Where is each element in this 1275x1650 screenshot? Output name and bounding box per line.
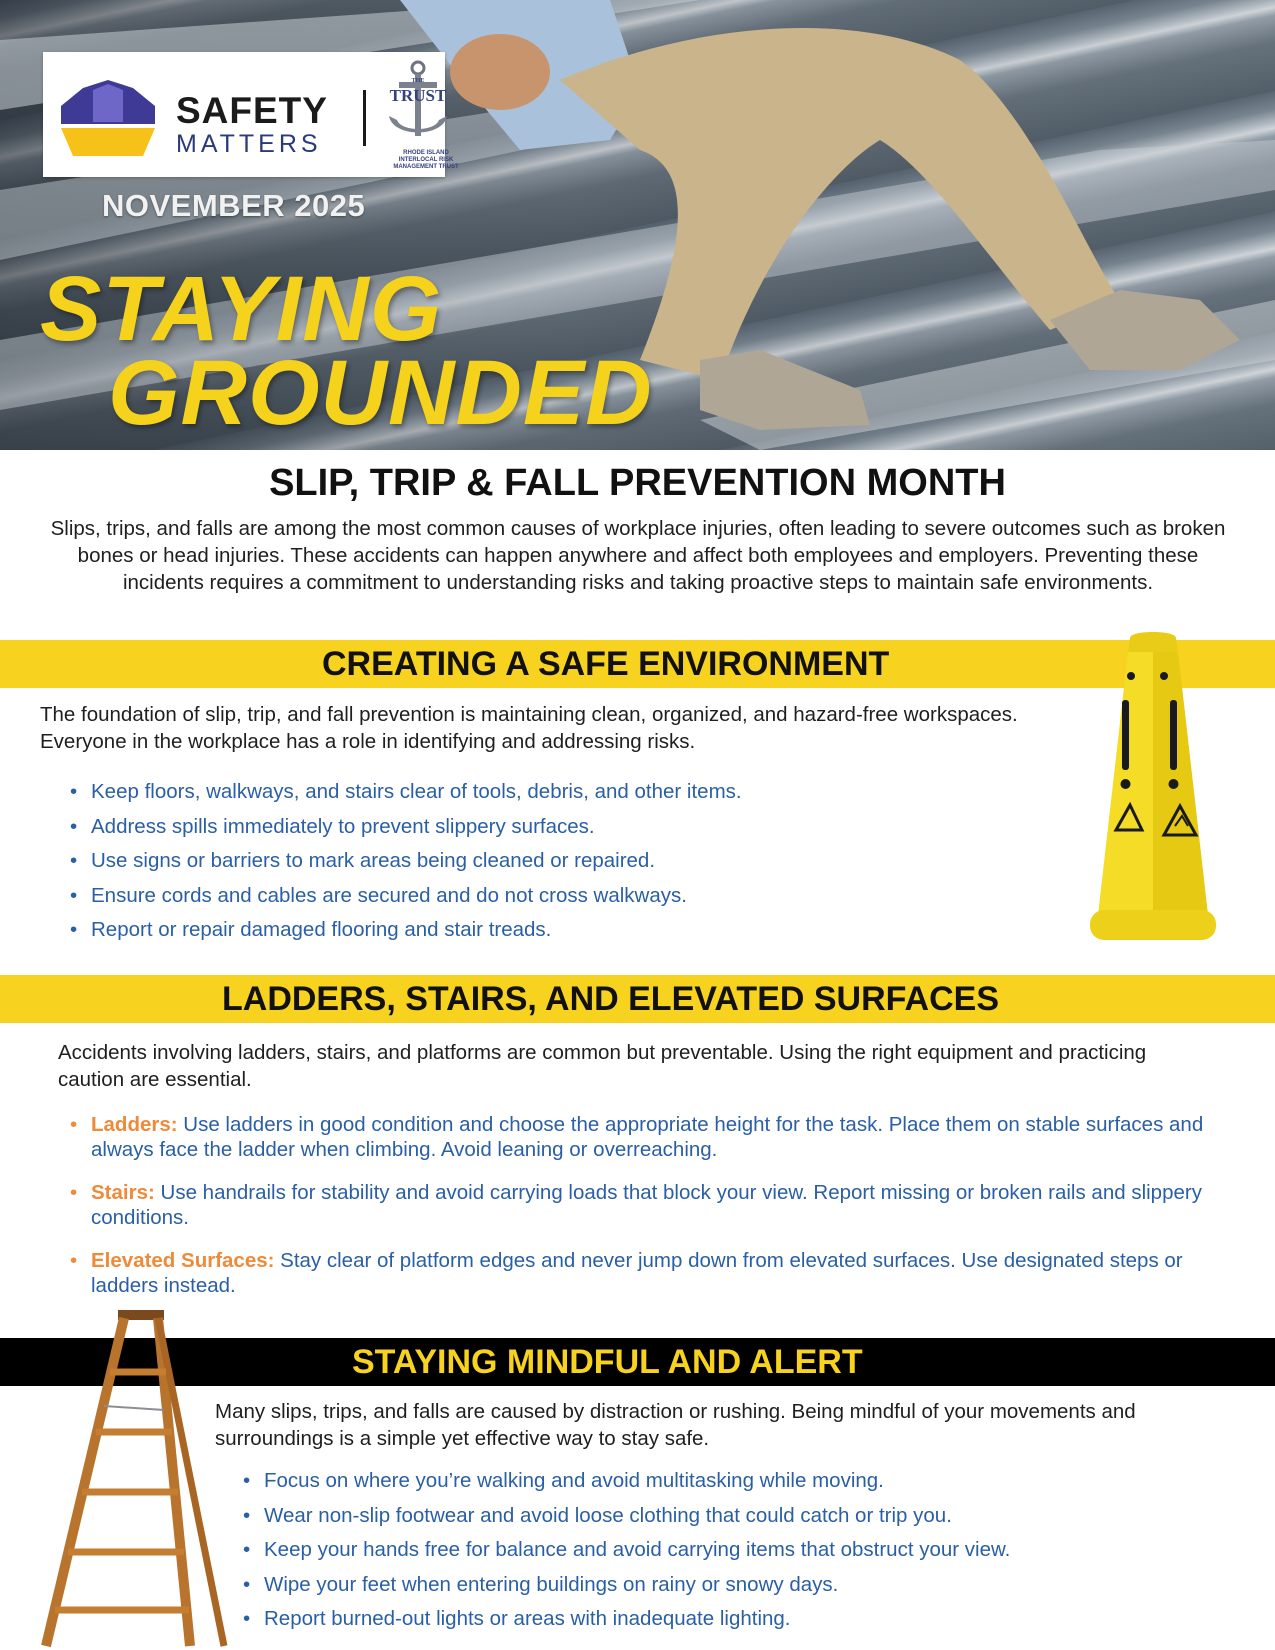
hero-banner xyxy=(0,0,1275,450)
ladders-lead: Ladders: xyxy=(91,1113,178,1136)
stairs-text: Use handrails for stability and avoid carrying loads that block your view. Report missing or broken rails and slippery conditions. xyxy=(91,1181,1202,1229)
ladder-icon xyxy=(40,1310,230,1650)
stairs-item xyxy=(70,1180,1210,1230)
section3-bullet: • Wear non-slip footwear and avoid loose clothing that could catch or trip you. xyxy=(243,1502,1243,1537)
section3-title: STAYING MINDFUL AND ALERT xyxy=(352,1343,863,1381)
section3-bullet: • Report burned-out lights or areas with inadequate lighting. xyxy=(243,1605,1243,1640)
elevated-surfaces-lead: Elevated Surfaces: xyxy=(91,1249,275,1272)
caution-cone-icon xyxy=(1078,630,1228,950)
stairs-lead: Stairs: xyxy=(91,1181,155,1204)
section1-bullets xyxy=(70,778,970,951)
section1-bullet: • Report or repair damaged flooring and stair treads. xyxy=(70,916,970,951)
elevated-surfaces-text: Stay clear of platform edges and never jump down from elevated surfaces. Use designated steps or ladders instead. xyxy=(91,1249,1183,1297)
section3-bullet: • Keep your hands free for balance and avoid carrying items that obstruct your view. xyxy=(243,1536,1243,1571)
ladders-item xyxy=(70,1112,1210,1162)
section1-bullet: • Keep floors, walkways, and stairs clear of tools, debris, and other items. xyxy=(70,778,970,813)
section1-bullet: • Use signs or barriers to mark areas being cleaned or repaired. xyxy=(70,847,970,882)
section2-items xyxy=(70,1112,1210,1316)
hero-title-line1: STAYING xyxy=(40,258,443,360)
logo-matters-text: MATTERS xyxy=(176,130,322,158)
elevated-surfaces-item xyxy=(70,1248,1210,1298)
hero-title-line2: GROUNDED xyxy=(108,342,653,444)
logo-safety-text: SAFETY xyxy=(176,90,328,131)
section3-bullet: • Wipe your feet when entering buildings on rainy or snowy days. xyxy=(243,1571,1243,1606)
issue-date: NOVEMBER 2025 xyxy=(102,188,366,223)
hardhat-logo-icon xyxy=(53,76,163,160)
section3-body: Many slips, trips, and falls are caused by distraction or rushing. Being mindful of your movements and surroundings is a simple yet effective way to stay safe. xyxy=(215,1400,1136,1450)
trust-the-text: THE xyxy=(411,78,425,84)
intro-body: Slips, trips, and falls are among the most common causes of workplace injuries, often leading to severe outcomes such as broken bones or head injuries. These accidents can happen anywhere and affect both employees and employers. Preventing these incidents requires a commitment to understanding risks and taking proactive steps to maintain safe environments. xyxy=(50,517,1226,594)
section1-bullet: • Ensure cords and cables are secured and do not cross walkways. xyxy=(70,882,970,917)
section3-bullet: • Focus on where you’re walking and avoid multitasking while moving. xyxy=(243,1467,1243,1502)
logo-box xyxy=(43,52,459,177)
logo-divider xyxy=(363,90,366,146)
ladders-text: Use ladders in good condition and choose the appropriate height for the task. Place them on stable surfaces and always face the ladder when climbing. Avoid leaning or overreaching. xyxy=(91,1113,1204,1161)
section1-body: The foundation of slip, trip, and fall prevention is maintaining clean, organized, and hazard-free workspaces. Everyone in the workplace has a role in identifying and addressing risks. xyxy=(40,703,1018,753)
section2-body: Accidents involving ladders, stairs, and platforms are common but preventable. Using the right equipment and practicing caution are essential. xyxy=(58,1041,1147,1091)
section2-title: LADDERS, STAIRS, AND ELEVATED SURFACES xyxy=(222,980,1000,1018)
section3-bullets xyxy=(243,1467,1243,1640)
trust-anchor-logo-icon xyxy=(383,58,453,148)
intro-title: SLIP, TRIP & FALL PREVENTION MONTH xyxy=(269,462,1006,504)
section1-bullet: • Address spills immediately to prevent slippery surfaces. xyxy=(70,813,970,848)
section2-bar xyxy=(0,975,1275,1023)
trust-fine-print: RHODE ISLAND INTERLOCAL RISK MANAGEMENT TRUST xyxy=(393,150,459,170)
section1-title: CREATING A SAFE ENVIRONMENT xyxy=(322,645,890,683)
trust-name-text: TRUST xyxy=(389,86,447,105)
